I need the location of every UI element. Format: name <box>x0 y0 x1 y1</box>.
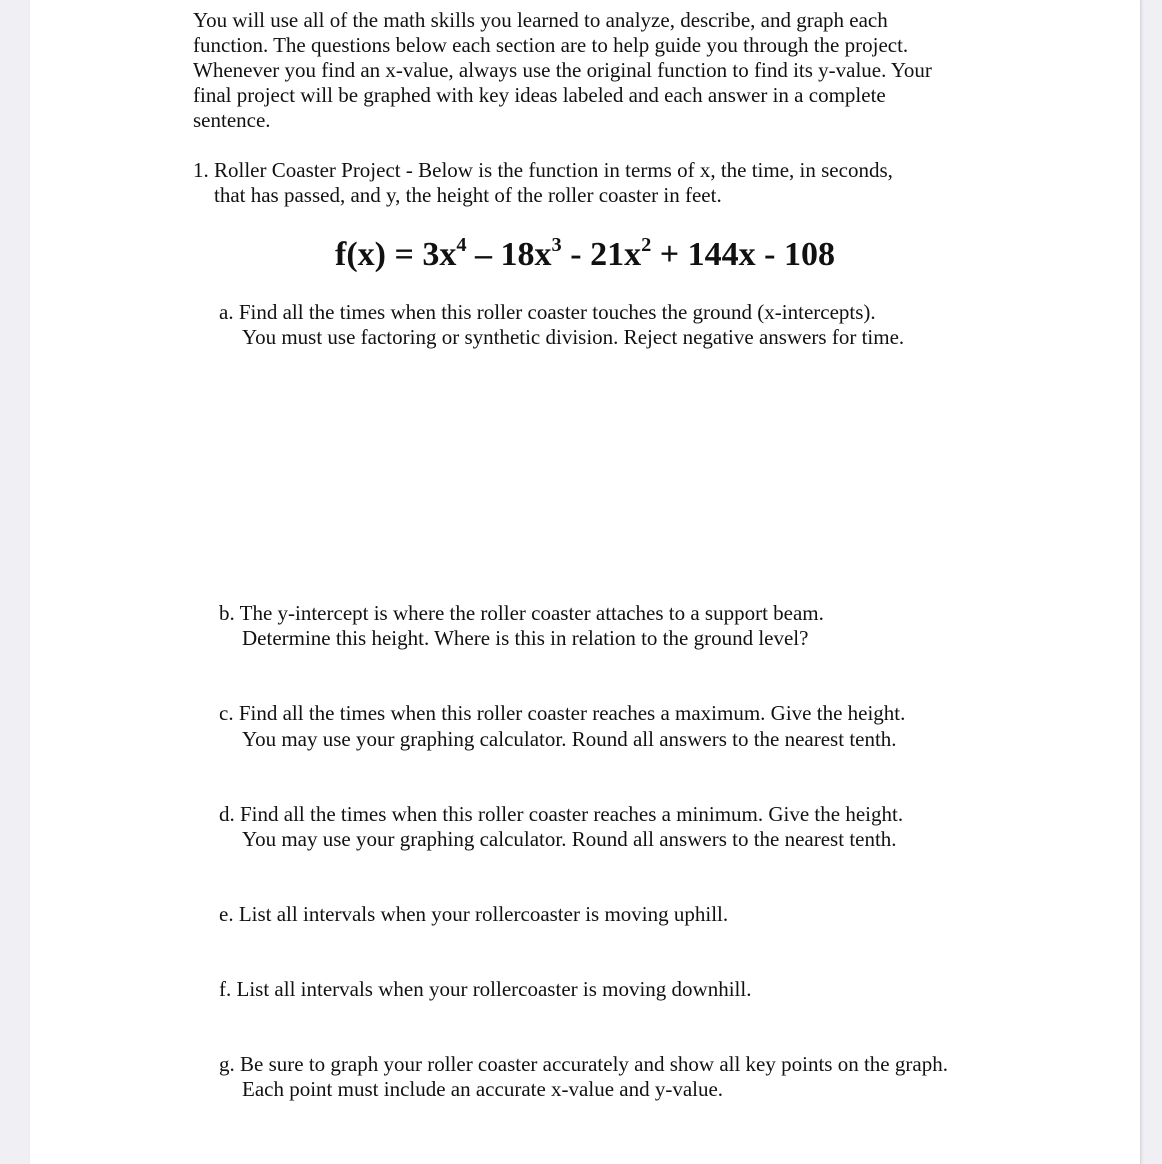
question-g-cont: Each point must include an accurate x-value and y-value. <box>242 1077 724 1101</box>
question-d-cont: You may use your graphing calculator. Round all answers to the nearest tenth. <box>242 827 897 851</box>
problem-heading: 1. Roller Coaster Project - Below is the function in terms of x, the time, in seconds, <box>193 158 893 182</box>
question-b-cont: Determine this height. Where is this in relation to the ground level? <box>242 626 809 650</box>
question-a-cont: You must use factoring or synthetic division. Reject negative answers for time. <box>242 325 905 349</box>
formula-part: – 18x <box>466 236 552 273</box>
question-a: a. Find all the times when this roller coaster touches the ground (x-intercepts). <box>219 300 876 324</box>
formula-part: f(x) = 3x <box>335 236 457 273</box>
intro-line: You will use all of the math skills you learned to analyze, describe, and graph each <box>193 8 888 32</box>
exponent: 2 <box>641 234 652 256</box>
intro-line: function. The questions below each section are to help guide you through the project. <box>193 33 909 57</box>
intro-line: final project will be graphed with key ideas labeled and each answer in a complete <box>193 83 886 107</box>
question-c: c. Find all the times when this roller coaster reaches a maximum. Give the height. <box>219 701 906 725</box>
problem-description: that has passed, and y, the height of the roller coaster in feet. <box>214 183 722 207</box>
formula-part: - 21x <box>561 236 642 273</box>
formula-part: + 144x - 108 <box>651 236 835 273</box>
question-f: f. List all intervals when your rollercoaster is moving downhill. <box>219 977 752 1001</box>
question-c-cont: You may use your graphing calculator. Round all answers to the nearest tenth. <box>242 727 897 751</box>
intro-line: sentence. <box>193 108 271 132</box>
question-g: g. Be sure to graph your roller coaster accurately and show all key points on the graph. <box>219 1052 948 1076</box>
exponent: 3 <box>551 234 562 256</box>
question-d: d. Find all the times when this roller coaster reaches a minimum. Give the height. <box>219 802 904 826</box>
exponent: 4 <box>456 234 467 256</box>
question-e: e. List all intervals when your rollercoaster is moving uphill. <box>219 902 729 926</box>
intro-line: Whenever you find an x-value, always use the original function to find its y-value. Your <box>193 58 932 82</box>
question-b: b. The y-intercept is where the roller coaster attaches to a support beam. <box>219 601 824 625</box>
document-page <box>30 0 1141 1164</box>
function-formula <box>30 236 1140 274</box>
